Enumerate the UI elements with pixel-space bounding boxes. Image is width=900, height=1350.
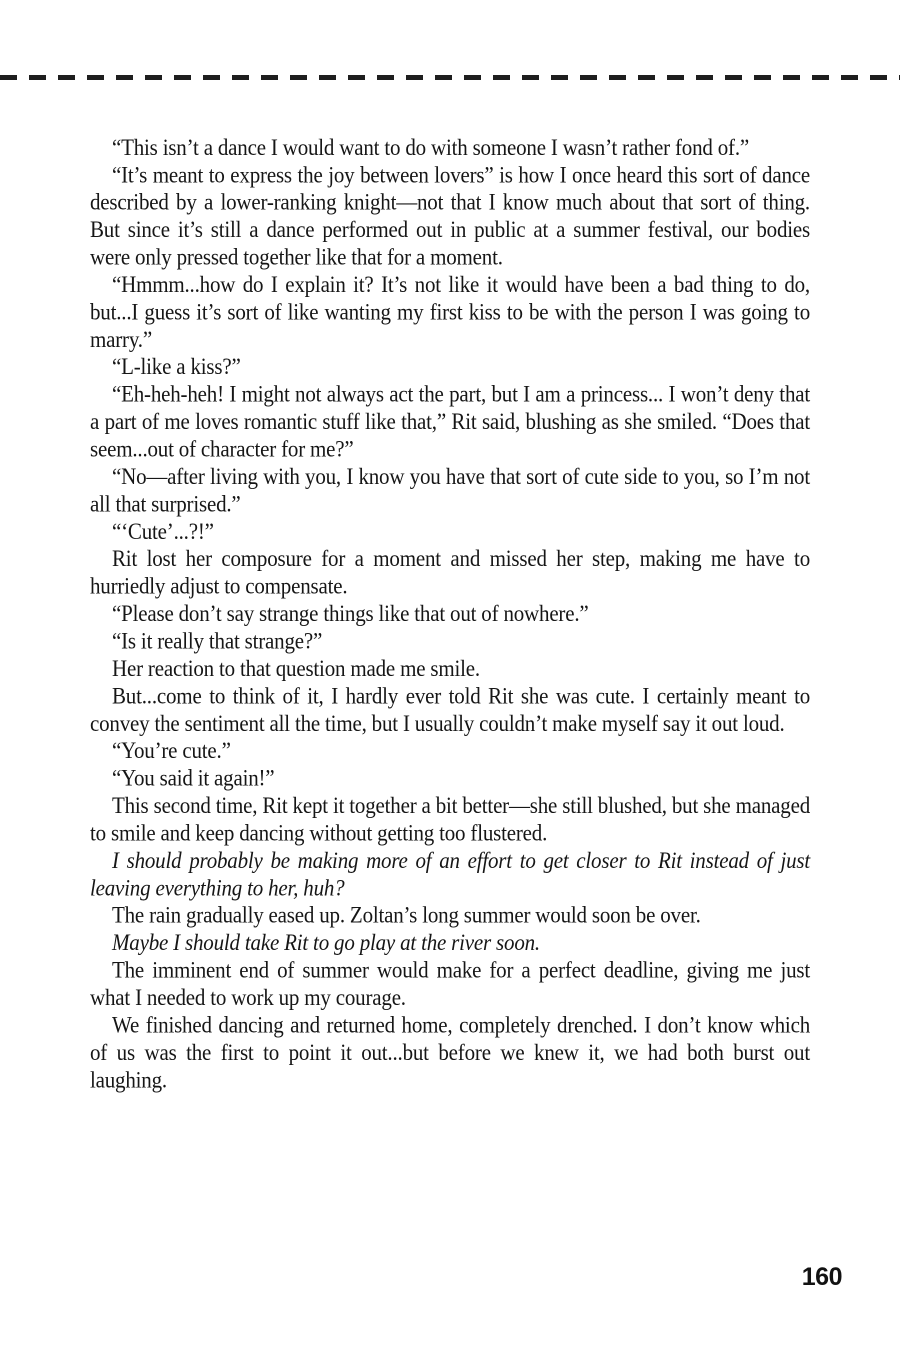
body-paragraph: This second time, Rit kept it together a bit better—she still blushed, but she managed to smile and keep dancing without getting too flustered. — [90, 792, 810, 846]
body-paragraph: “Is it really that strange?” — [112, 627, 323, 654]
body-paragraph: “This isn’t a dance I would want to do with someone I wasn’t rather fond of.” — [112, 134, 749, 161]
body-paragraph: The rain gradually eased up. Zoltan’s long summer would soon be over. — [112, 901, 701, 929]
page-top-dashed-divider — [0, 75, 900, 80]
body-paragraph: “Please don’t say strange things like that out of nowhere.” — [112, 600, 589, 627]
body-paragraph: We finished dancing and returned home, completely drenched. I don’t know which of us was the first to point it out...but before we knew it, we had both burst out laughing. — [90, 1011, 810, 1093]
body-paragraph: “Eh-heh-heh! I might not always act the part, but I am a princess... I won’t deny that a part of me loves romantic stuff like that,” Rit said, blushing as she smiled. “Does that seem...out of character for me?” — [90, 380, 810, 463]
body-paragraph: “L-like a kiss?” — [112, 353, 241, 380]
body-paragraph: “It’s meant to express the joy between lovers” is how I once heard this sort of dance described by a lower-ranking knight—not that I know much about that sort of thing. But since it’s still a dance performed out in public at a summer festival, our bodies were only pressed together like that for a moment. — [90, 161, 810, 271]
body-paragraph: Rit lost her composure for a moment and missed her step, making me have to hurriedly adjust to compensate. — [90, 545, 810, 600]
body-paragraph: “You said it again!” — [112, 764, 275, 792]
body-paragraph: Maybe I should take Rit to go play at the river soon. — [112, 929, 540, 956]
body-paragraph: But...come to think of it, I hardly ever told Rit she was cute. I certainly meant to convey the sentiment all the time, but I usually couldn’t make myself say it out loud. — [90, 682, 810, 737]
body-paragraph: “‘Cute’...?!” — [112, 517, 214, 545]
body-paragraph: “No—after living with you, I know you have that sort of cute side to you, so I’m not all that surprised.” — [90, 463, 810, 517]
body-paragraph: “Hmmm...how do I explain it? It’s not like it would have been a bad thing to do, but...I guess it’s sort of like wanting my first kiss to be with the person I was going to marry.” — [90, 271, 810, 353]
body-paragraph: The imminent end of summer would make for a perfect deadline, giving me just what I needed to work up my courage. — [90, 956, 810, 1011]
body-paragraph: Her reaction to that question made me smile. — [112, 655, 480, 682]
body-paragraph: I should probably be making more of an effort to get closer to Rit instead of just leaving everything to her, huh? — [90, 847, 810, 901]
page-body-text — [90, 134, 810, 1094]
body-paragraph: “You’re cute.” — [112, 737, 231, 764]
page-number: 160 — [801, 1263, 842, 1291]
